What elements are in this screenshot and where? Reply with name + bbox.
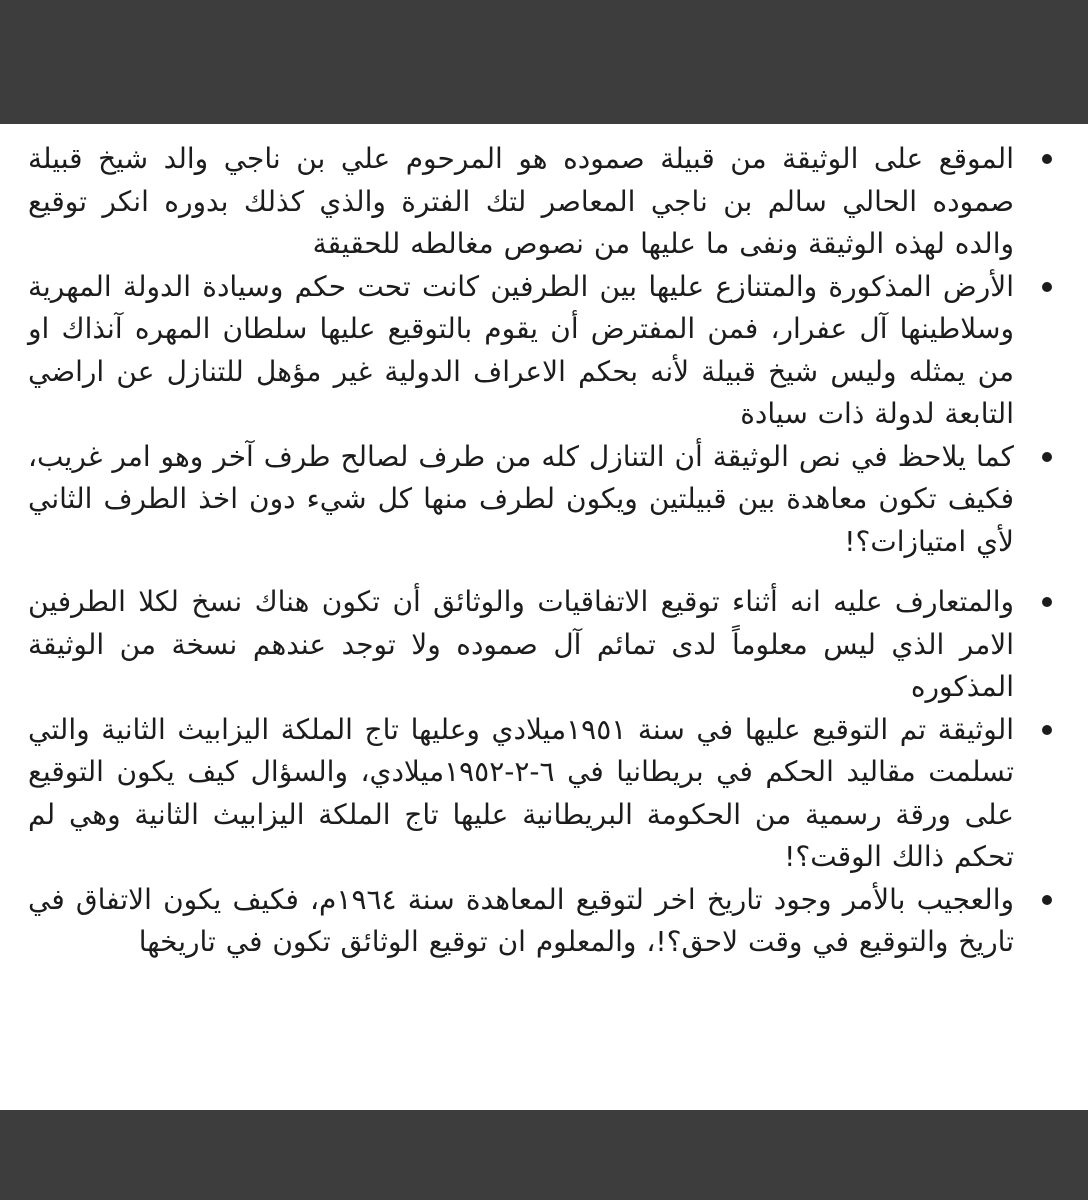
bullet-text: والعجيب بالأمر وجود تاريخ اخر لتوقيع المعاهدة سنة ١٩٦٤م، فكيف يكون الاتفاق في تاريخ والتوقيع في وقت لاحق؟!، والمعلوم ان توقيع الوثائق تكون في تاريخها: [28, 882, 1014, 958]
bullet-text: الأرض المذكورة والمتنازع عليها بين الطرفين كانت تحت حكم وسيادة الدولة المهرية وسلاطينها آل عفرار، فمن المفترض أن يقوم بالتوقيع عليها سلطان المهره آنذاك او من يمثله وليس شيخ قبيلة لأنه بحكم الاعراف الدولية غير مؤهل للتنازل عن اراضي التابعة لدولة ذات سيادة: [28, 269, 1014, 430]
bullet-dot-icon: [1042, 895, 1052, 905]
bullet-list: [28, 138, 1060, 964]
bullet-item-copies: [28, 581, 1060, 709]
bottom-dark-band: [0, 1110, 1088, 1200]
bullet-item-land-sovereignty: [28, 266, 1060, 436]
bullet-dot-icon: [1042, 597, 1052, 607]
bullet-text: الموقع على الوثيقة من قبيلة صموده هو المرحوم علي بن ناجي والد شيخ قبيلة صموده الحالي سالم بن ناجي المعاصر لتك الفترة والذي كذلك بدوره انكر توقيع والده لهذه الوثيقة ونفى ما عليها من نصوص مغالطه للحقيقة: [28, 142, 1014, 260]
bullet-dot-icon: [1042, 452, 1052, 462]
bullet-dot-icon: [1042, 282, 1052, 292]
top-dark-band: [0, 0, 1088, 124]
bullet-item-one-sided-concession: [28, 436, 1060, 564]
bullet-text: كما يلاحظ في نص الوثيقة أن التنازل كله من طرف لصالح طرف آخر وهو امر غريب، فكيف تكون معاهدة بين قبيلتين ويكون لطرف منها كل شيء دون اخذ الطرف الثاني لأي امتيازات؟!: [28, 439, 1014, 558]
bullet-text: والمتعارف عليه انه أثناء توقيع الاتفاقيات والوثائق أن تكون هناك نسخ لكلا الطرفين الامر الذي ليس معلوماً لدى تمائم آل صموده ولا توجد عندهم نسخة من الوثيقة المذكوره: [28, 585, 1014, 703]
bullet-dot-icon: [1042, 725, 1052, 735]
bullet-text: الوثيقة تم التوقيع عليها في سنة ١٩٥١ميلادي وعليها تاج الملكة اليزابيث الثانية والتي تسلمت مقاليد الحكم في بريطانيا في ٦-٢-١٩٥٢ميلادي، والسؤال كيف يكون التوقيع على ورقة رسمية من الحكومة البريطانية عليها تاج الملكة اليزابيث الثانية وهي لم تحكم ذالك الوقت؟!: [28, 712, 1015, 873]
document-page: [0, 124, 1088, 1110]
bullet-item-second-date: [28, 879, 1060, 964]
bullet-item-signatory: [28, 138, 1060, 266]
bullet-dot-icon: [1042, 154, 1052, 164]
bullet-item-crown-date: [28, 709, 1060, 879]
